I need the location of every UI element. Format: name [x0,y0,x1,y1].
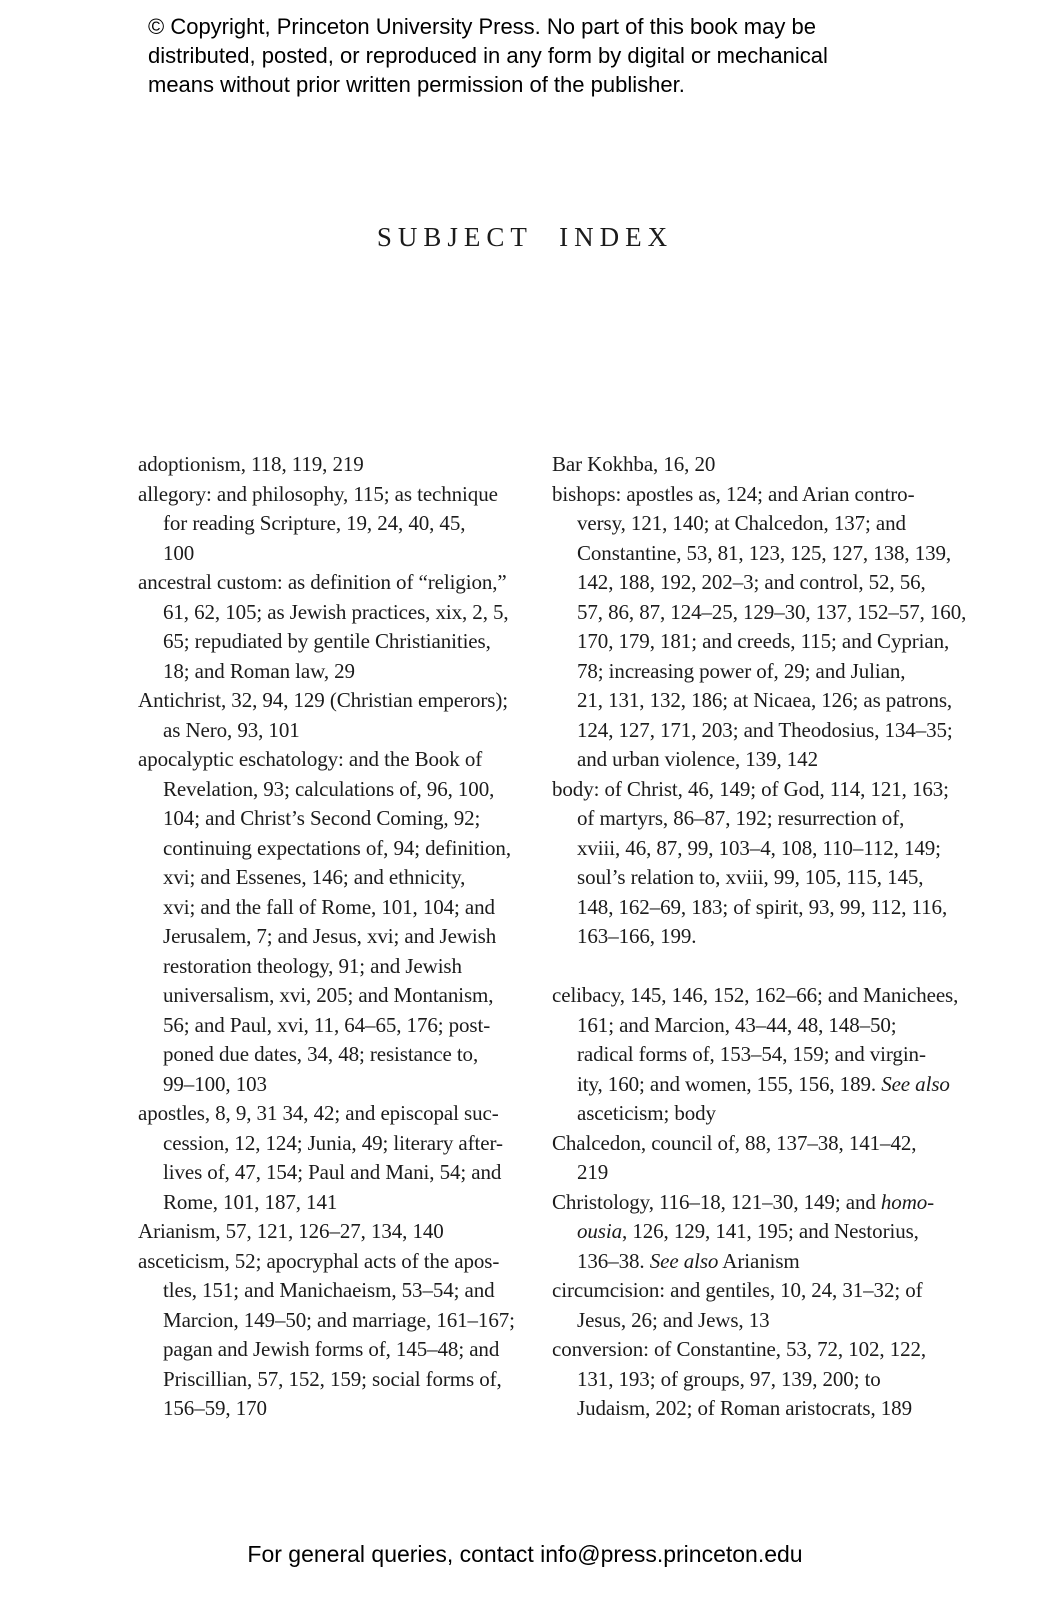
index-text: 99–100, 103 [163,1071,267,1096]
index-entry-line [552,1306,952,1336]
index-text: 18; and Roman law, 29 [163,658,355,683]
index-text: cession, 12, 124; Junia, 49; literary after- [163,1130,503,1155]
index-entry-line [138,1011,540,1041]
index-entry-line [552,1040,952,1070]
index-entry-line [138,1040,540,1070]
index-entry-line [552,745,952,775]
index-entry [552,775,952,952]
index-text: tles, 151; and Manichaeism, 53–54; and [163,1278,495,1302]
index-entry-line [138,1394,540,1424]
index-text: 61, 62, 105; as Jewish practices, xix, 2, 5, [163,599,509,624]
index-entry-line [138,716,540,746]
index-text: versy, 121, 140; at Chalcedon, 137; and [577,511,906,535]
index-entry-line [138,450,540,480]
index-text: 124, 127, 171, 203; and Theodosius, 134–35; [577,717,953,742]
index-entry-line [138,686,540,716]
index-entry-line [552,804,952,834]
index-entry-line [552,686,952,716]
index-text: Jesus, 26; and Jews, 13 [577,1307,770,1332]
index-entry-line [552,1217,952,1247]
index-text: xvi; and Essenes, 146; and ethnicity, [163,865,466,889]
index-text: 136–38. [577,1248,650,1273]
index-text: 104; and Christ’s Second Coming, 92; [163,806,481,830]
index-entry-line [552,1365,952,1395]
index-text: 131, 193; of groups, 97, 139, 200; to [577,1366,881,1391]
index-entry-line [552,1247,952,1277]
index-italic-text: homo- [880,1189,935,1214]
index-entry-line [552,450,952,480]
index-text: Antichrist, 32, 94, 129 (Christian emperors); [138,688,508,712]
index-entry-line [552,775,952,805]
index-entry-line [552,480,952,510]
index-text: allegory: and philosophy, 115; as technique [138,481,498,506]
index-entry-line [138,1158,540,1188]
index-entry [552,1276,952,1335]
index-entry-line [552,863,952,893]
index-italic-text: ousia [577,1219,623,1243]
index-entry-line [552,1335,952,1365]
index-entry-line [138,1099,540,1129]
index-text: body: of Christ, 46, 149; of God, 114, 121, 163; [552,776,949,801]
index-text: radical forms of, 153–54, 159; and virgin- [577,1042,926,1066]
index-entry-line [138,1217,540,1247]
index-entry [138,1217,540,1247]
index-text: asceticism; body [577,1101,716,1125]
page-title: SUBJECT INDEX [376,222,674,252]
index-entry-line [138,568,540,598]
index-entry [552,981,959,1129]
index-entry-line [138,981,540,1011]
index-text: Revelation, 93; calculations of, 96, 100, [163,776,495,801]
index-text: conversion: of Constantine, 53, 72, 102, 122, [552,1337,927,1361]
index-entry-line [552,922,952,952]
index-text: adoptionism, 118, 119, 219 [138,452,364,476]
index-text: pagan and Jewish forms of, 145–48; and [163,1337,500,1361]
index-text: celibacy, 145, 146, 152, 162–66; and Manichees, [552,983,959,1007]
index-entry [138,745,540,1099]
copyright-line: © Copyright, Princeton University Press. No part of this book may be [148,14,816,39]
index-text: apostles, 8, 9, 31 34, 42; and episcopal suc- [138,1101,499,1125]
copyright-line: means without prior written permission of the publisher. [148,72,685,97]
index-entry-line [552,1394,952,1424]
index-entry-line [552,539,952,569]
index-entry-line [138,863,540,893]
index-text: 219 [577,1160,609,1184]
index-entry-line [552,1011,952,1041]
index-entry-line [552,981,959,1011]
index-text: 170, 179, 181; and creeds, 115; and Cyprian, [577,629,950,653]
index-text: poned due dates, 34, 48; resistance to, [163,1042,479,1066]
index-entry-line [552,1099,952,1129]
index-text: Chalcedon, council of, 88, 137–38, 141–42, [552,1130,917,1155]
index-entry-line [552,657,952,687]
index-text: 78; increasing power of, 29; and Julian, [577,658,906,683]
index-entry-line [138,834,540,864]
index-entry-line [138,775,540,805]
index-entry [138,480,540,569]
index-text: continuing expectations of, 94; definition, [163,835,511,860]
index-text: restoration theology, 91; and Jewish [163,953,462,978]
index-entry-line [552,509,952,539]
index-text: , 126, 129, 141, 195; and Nestorius, [622,1219,919,1243]
index-text: Constantine, 53, 81, 123, 125, 127, 138, 139, [577,540,952,565]
index-text: asceticism, 52; apocryphal acts of the apos- [138,1248,500,1273]
index-text: 142, 188, 192, 202–3; and control, 52, 56, [577,570,926,594]
index-text: Arianism [718,1248,800,1273]
index-text: circumcision: and gentiles, 10, 24, 31–32; of [552,1278,923,1302]
index-text: 100 [163,540,195,565]
index-entry-line [138,952,540,982]
index-entry-line [552,1276,952,1306]
index-text: and urban violence, 139, 142 [577,747,818,771]
index-entry-line [138,1129,540,1159]
footer-contact-note: For general queries, contact info@press.princeton.edu [247,1541,803,1567]
index-entry [552,1335,952,1424]
index-entry-line [138,480,540,510]
index-entry [138,450,540,480]
index-entry-line [138,893,540,923]
index-text: Marcion, 149–50; and marriage, 161–167; [163,1307,515,1332]
index-italic-text: See also [649,1248,719,1273]
index-text: Bar Kokhba, 16, 20 [552,452,716,476]
index-entry-line [138,804,540,834]
index-text: Rome, 101, 187, 141 [163,1189,338,1214]
index-entry [552,450,952,480]
index-text: ancestral custom: as definition of “religion,” [138,570,507,594]
index-entry-line [552,1070,952,1100]
index-text: Priscillian, 57, 152, 159; social forms of, [163,1366,502,1391]
index-text: 57, 86, 87, 124–25, 129–30, 137, 152–57, 160, [577,599,967,624]
index-text: for reading Scripture, 19, 24, 40, 45, [163,511,466,535]
index-column-left [138,450,540,1424]
index-text: bishops: apostles as, 124; and Arian contro- [552,481,915,506]
index-text: soul’s relation to, xviii, 99, 105, 115, 145, [577,865,924,889]
index-text: universalism, xvi, 205; and Montanism, [163,983,494,1007]
index-text: 163–166, 199. [577,924,697,948]
index-text: xvi; and the fall of Rome, 101, 104; and [163,894,495,919]
index-entry [138,686,540,745]
index-entry-line [138,627,540,657]
index-text: Judaism, 202; of Roman aristocrats, 189 [577,1396,912,1420]
index-entry-line [138,509,540,539]
index-text: as Nero, 93, 101 [163,717,300,742]
index-text: Christology, 116–18, 121–30, 149; and [552,1189,881,1214]
copyright-notice [148,12,948,99]
index-entry-line [552,834,952,864]
index-entry-line [138,922,540,952]
index-entry-line [138,657,540,687]
index-entry-line [138,598,540,628]
index-text: xviii, 46, 87, 99, 103–4, 108, 110–112, 149; [577,835,941,860]
index-text: ity, 160; and women, 155, 156, 189. [577,1071,882,1096]
index-text: Jerusalem, 7; and Jesus, xvi; and Jewish [163,924,497,948]
index-text: lives of, 47, 154; Paul and Mani, 54; and [163,1160,502,1184]
index-entry [552,1129,952,1188]
index-column-right [552,450,967,1424]
index-text: 161; and Marcion, 43–44, 48, 148–50; [577,1012,897,1037]
index-entry-line [552,1188,952,1218]
index-entry-line [138,539,540,569]
index-entry [138,1099,540,1217]
index-entry [138,1247,540,1424]
index-entry-line [552,598,967,628]
index-italic-text: See also [881,1071,950,1096]
index-entry [552,1188,952,1277]
index-entry-line [552,893,952,923]
index-entry-line [138,1070,540,1100]
index-text: 156–59, 170 [163,1396,267,1420]
index-entry [138,568,540,686]
index-entry [552,480,967,775]
index-text: of martyrs, 86–87, 192; resurrection of, [577,806,905,830]
index-entry-line [552,1158,952,1188]
index-text: 56; and Paul, xvi, 11, 64–65, 176; post- [163,1012,491,1037]
index-text: 21, 131, 132, 186; at Nicaea, 126; as patrons, [577,688,953,712]
index-text: 65; repudiated by gentile Christianities, [163,629,491,653]
copyright-line: distributed, posted, or reproduced in any form by digital or mechanical [148,43,828,68]
index-text: 148, 162–69, 183; of spirit, 93, 99, 112, 116, [577,894,948,919]
index-text: Arianism, 57, 121, 126–27, 134, 140 [138,1219,444,1243]
index-entry-line [552,568,952,598]
index-entry-line [552,627,952,657]
index-entry-line [552,1129,952,1159]
index-entry-line [138,745,540,775]
index-entry-line [552,716,952,746]
index-entry-line [138,1306,540,1336]
index-text: apocalyptic eschatology: and the Book of [138,747,483,771]
index-entry-line [138,1335,540,1365]
index-entry-line [138,1276,540,1306]
index-entry-line [138,1247,540,1277]
index-entry-line [138,1365,540,1395]
index-entry-line [138,1188,540,1218]
